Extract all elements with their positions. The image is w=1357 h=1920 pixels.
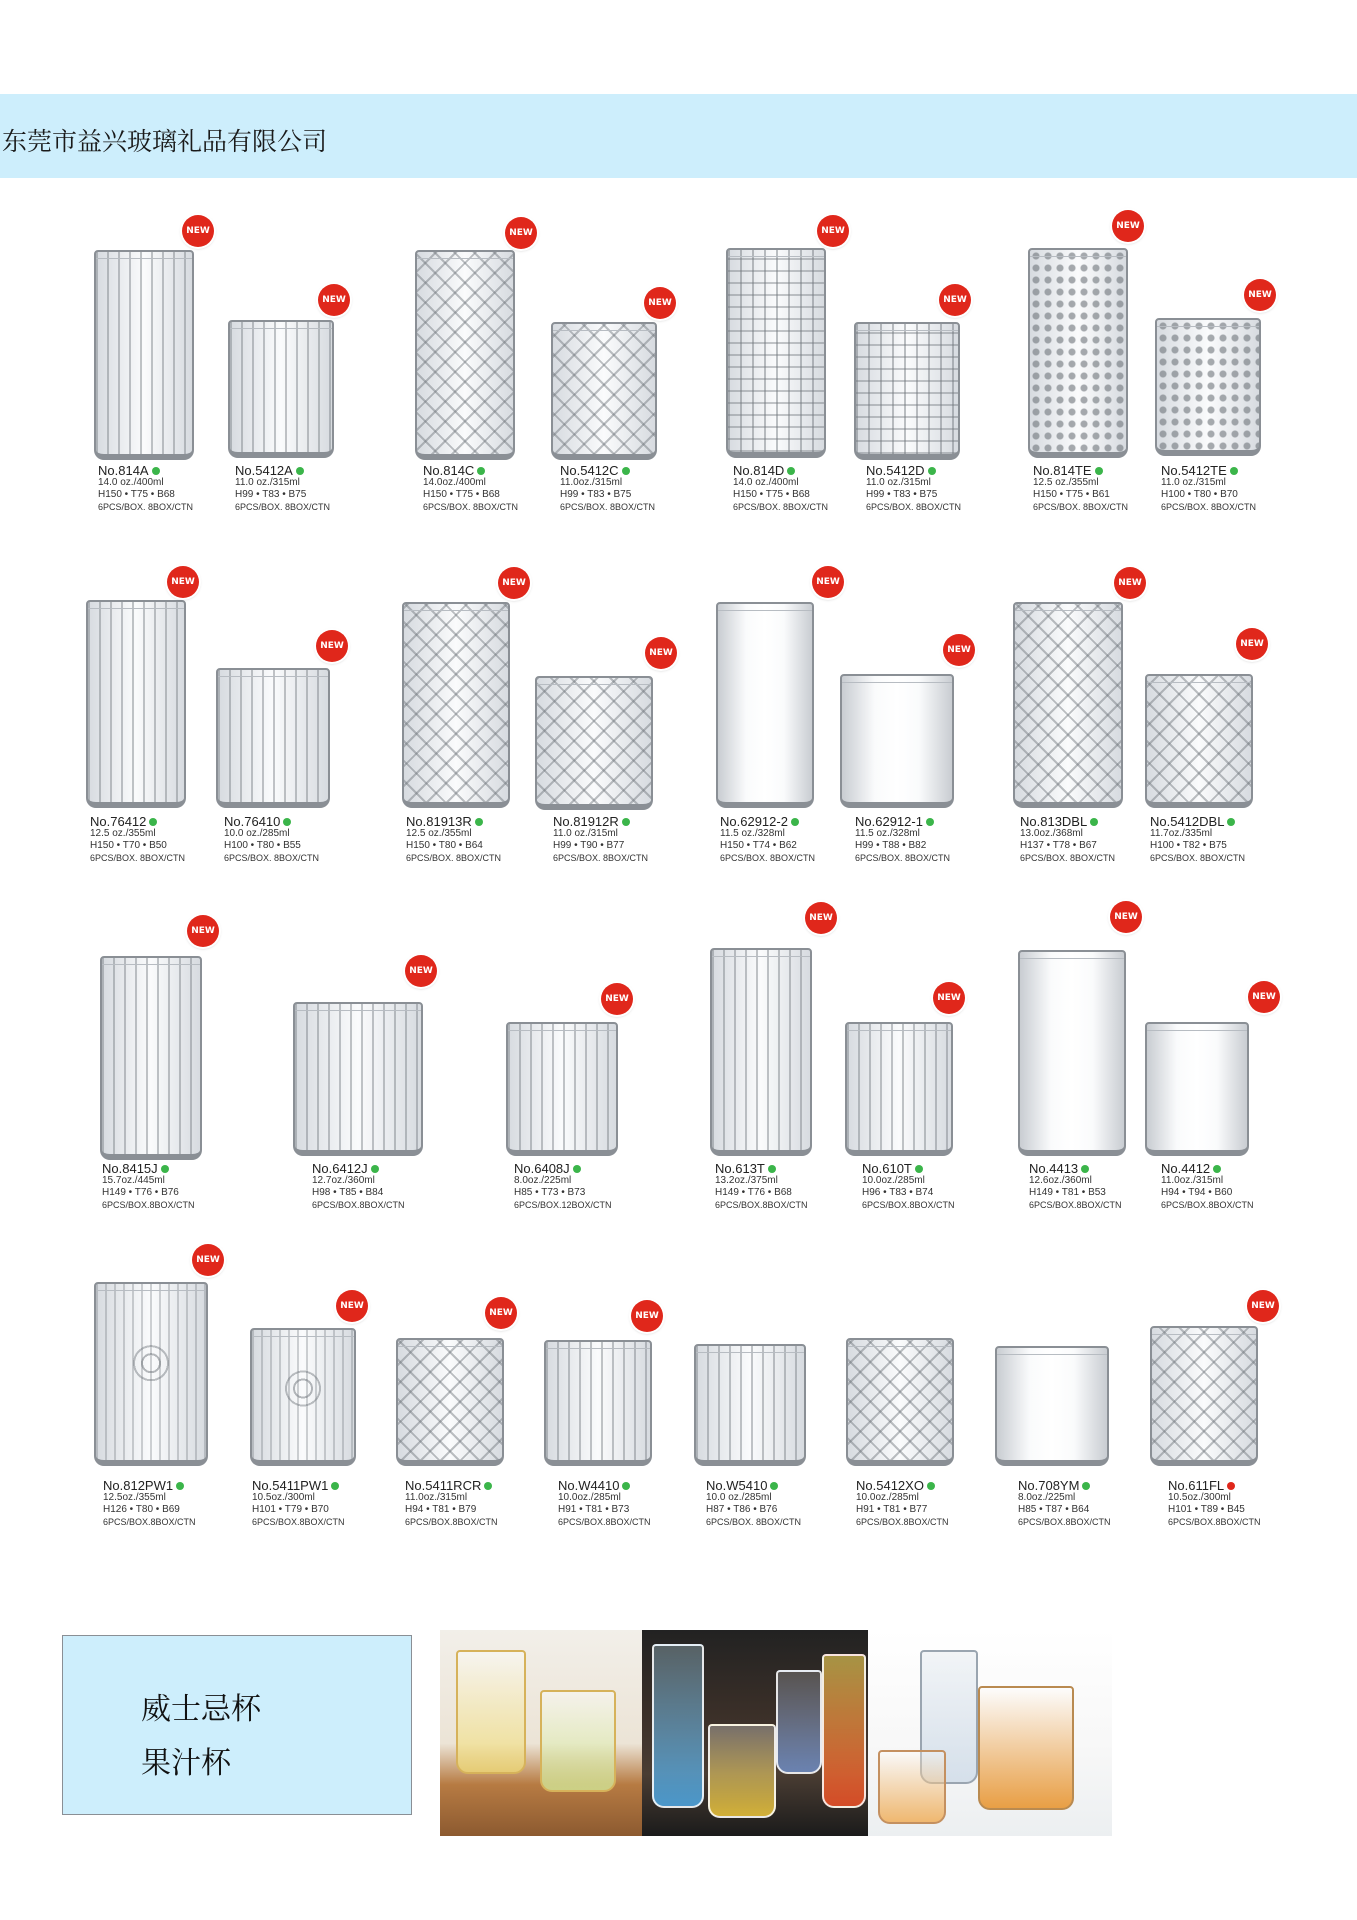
glass-image xyxy=(710,948,812,1156)
product-code: No.814A xyxy=(98,465,248,477)
product-info xyxy=(235,465,385,513)
product-packing: 6PCS/BOX. 8BOX/CTN xyxy=(1150,853,1246,863)
status-dot-icon xyxy=(768,1165,776,1173)
product-info xyxy=(405,1480,555,1528)
glass-image xyxy=(726,248,826,458)
product-info xyxy=(706,1480,856,1528)
glass-image xyxy=(1155,318,1261,456)
new-badge: NEW xyxy=(498,567,530,599)
new-badge: NEW xyxy=(336,1290,368,1322)
product-dimensions: H101 • T79 • B70 xyxy=(252,1504,329,1515)
product-info xyxy=(733,465,883,513)
status-dot-icon xyxy=(791,818,799,826)
product-packing: 6PCS/BOX. 8BOX/CTN xyxy=(406,853,502,863)
glass-image xyxy=(506,1022,618,1156)
product-info xyxy=(560,465,710,513)
product-info xyxy=(1020,816,1170,864)
glass-image xyxy=(216,668,330,808)
glass-image xyxy=(551,322,657,460)
status-dot-icon xyxy=(149,818,157,826)
glass-image xyxy=(995,1346,1109,1466)
product-code: No.4412 xyxy=(1161,1163,1311,1175)
product-packing: 6PCS/BOX.8BOX/CTN xyxy=(558,1517,651,1527)
product-packing: 6PCS/BOX. 8BOX/CTN xyxy=(90,853,186,863)
new-badge: NEW xyxy=(939,284,971,316)
product-packing: 6PCS/BOX. 8BOX/CTN xyxy=(733,502,829,512)
product-info xyxy=(866,465,1016,513)
status-dot-icon xyxy=(161,1165,169,1173)
glass-image xyxy=(854,322,960,460)
glass-image xyxy=(94,1282,208,1466)
status-dot-icon xyxy=(477,467,485,475)
product-packing: 6PCS/BOX.8BOX/CTN xyxy=(1018,1517,1111,1527)
product-capacity: 12.5 oz./355ml xyxy=(1033,477,1099,488)
product-code: No.5412XO xyxy=(856,1480,1006,1492)
status-dot-icon xyxy=(622,467,630,475)
product-capacity: 14.0 oz./400ml xyxy=(733,477,799,488)
product-code: No.81913R xyxy=(406,816,556,828)
new-badge: NEW xyxy=(1244,279,1276,311)
product-packing: 6PCS/BOX. 8BOX/CTN xyxy=(720,853,816,863)
glass-image xyxy=(402,602,510,808)
status-dot-icon xyxy=(1213,1165,1221,1173)
product-capacity: 11.0 oz./315ml xyxy=(235,477,300,488)
status-dot-icon xyxy=(1081,1165,1089,1173)
product-capacity: 11.0 oz./315ml xyxy=(553,828,618,839)
glass-image xyxy=(396,1338,504,1466)
status-dot-icon xyxy=(296,467,304,475)
status-dot-icon xyxy=(770,1482,778,1490)
product-code: No.814TE xyxy=(1033,465,1183,477)
product-code: No.5412A xyxy=(235,465,385,477)
status-dot-icon xyxy=(176,1482,184,1490)
product-packing: 6PCS/BOX.8BOX/CTN xyxy=(252,1517,345,1527)
new-badge: NEW xyxy=(644,287,676,319)
new-badge: NEW xyxy=(943,634,975,666)
product-code: No.812PW1 xyxy=(103,1480,253,1492)
product-info xyxy=(558,1480,708,1528)
product-code: No.76412 xyxy=(90,816,240,828)
product-code: No.814D xyxy=(733,465,883,477)
new-badge: NEW xyxy=(167,566,199,598)
product-packing: 6PCS/BOX.12BOX/CTN xyxy=(514,1200,612,1210)
glass-image xyxy=(846,1338,954,1466)
product-capacity: 13.2oz./375ml xyxy=(715,1175,778,1186)
new-badge: NEW xyxy=(812,566,844,598)
glass-image xyxy=(845,1022,953,1156)
new-badge: NEW xyxy=(805,902,837,934)
product-code: No.813DBL xyxy=(1020,816,1170,828)
product-info xyxy=(1161,465,1311,513)
product-dimensions: H126 • T80 • B69 xyxy=(103,1504,180,1515)
status-dot-icon xyxy=(371,1165,379,1173)
glass-image xyxy=(716,602,814,808)
product-capacity: 14.0oz./400ml xyxy=(423,477,486,488)
status-dot-icon xyxy=(915,1165,923,1173)
product-capacity: 11.0oz./315ml xyxy=(405,1492,468,1503)
product-capacity: 8.0oz./225ml xyxy=(1018,1492,1076,1503)
product-info xyxy=(720,816,870,864)
new-badge: NEW xyxy=(601,983,633,1015)
product-code: No.708YM xyxy=(1018,1480,1168,1492)
product-dimensions: H99 • T88 • B82 xyxy=(855,840,927,851)
glass-image xyxy=(535,676,653,810)
status-dot-icon xyxy=(622,1482,630,1490)
glass-image xyxy=(100,956,202,1160)
product-capacity: 11.0 oz./315ml xyxy=(866,477,931,488)
product-packing: 6PCS/BOX.8BOX/CTN xyxy=(405,1517,498,1527)
product-code: No.4413 xyxy=(1029,1163,1179,1175)
glass-image xyxy=(415,250,515,460)
status-dot-icon xyxy=(475,818,483,826)
product-dimensions: H150 • T75 • B68 xyxy=(98,489,175,500)
product-packing: 6PCS/BOX. 8BOX/CTN xyxy=(855,853,951,863)
status-dot-icon xyxy=(1082,1482,1090,1490)
lifestyle-photo-whisky xyxy=(868,1630,1112,1836)
category-whisky: 威士忌杯 xyxy=(141,1692,261,1727)
new-badge: NEW xyxy=(318,284,350,316)
product-packing: 6PCS/BOX. 8BOX/CTN xyxy=(1020,853,1116,863)
glass-image xyxy=(293,1002,423,1156)
new-badge: NEW xyxy=(187,915,219,947)
product-capacity: 11.0oz./315ml xyxy=(560,477,623,488)
product-packing: 6PCS/BOX. 8BOX/CTN xyxy=(224,853,320,863)
product-dimensions: H98 • T85 • B84 xyxy=(312,1187,384,1198)
product-code: No.62912-2 xyxy=(720,816,870,828)
product-info xyxy=(90,816,240,864)
product-dimensions: H100 • T82 • B75 xyxy=(1150,840,1227,851)
glass-image xyxy=(1028,248,1128,458)
product-packing: 6PCS/BOX.8BOX/CTN xyxy=(1168,1517,1261,1527)
product-capacity: 10.0oz./285ml xyxy=(862,1175,925,1186)
product-info xyxy=(103,1480,253,1528)
glass-image xyxy=(86,600,186,808)
product-code: No.76410 xyxy=(224,816,374,828)
product-code: No.5412C xyxy=(560,465,710,477)
glass-image xyxy=(228,320,334,458)
status-dot-icon xyxy=(622,818,630,826)
product-dimensions: H150 • T80 • B64 xyxy=(406,840,483,851)
new-badge: NEW xyxy=(192,1244,224,1276)
product-capacity: 12.5 oz./355ml xyxy=(406,828,472,839)
product-capacity: 10.5oz./300ml xyxy=(252,1492,315,1503)
product-dimensions: H91 • T81 • B77 xyxy=(856,1504,928,1515)
product-dimensions: H150 • T75 • B61 xyxy=(1033,489,1110,500)
product-code: No.W5410 xyxy=(706,1480,856,1492)
status-dot-icon xyxy=(928,467,936,475)
product-dimensions: H99 • T90 • B77 xyxy=(553,840,625,851)
product-info xyxy=(224,816,374,864)
product-packing: 6PCS/BOX. 8BOX/CTN xyxy=(235,502,331,512)
status-dot-icon xyxy=(787,467,795,475)
product-code: No.613T xyxy=(715,1163,865,1175)
product-code: No.6408J xyxy=(514,1163,664,1175)
status-dot-icon xyxy=(1095,467,1103,475)
new-badge: NEW xyxy=(631,1300,663,1332)
status-dot-icon xyxy=(484,1482,492,1490)
product-packing: 6PCS/BOX.8BOX/CTN xyxy=(856,1517,949,1527)
product-packing: 6PCS/BOX. 8BOX/CTN xyxy=(1161,502,1257,512)
new-badge: NEW xyxy=(1236,628,1268,660)
product-dimensions: H150 • T75 • B68 xyxy=(423,489,500,500)
product-dimensions: H94 • T81 • B79 xyxy=(405,1504,477,1515)
product-capacity: 10.0 oz./285ml xyxy=(224,828,290,839)
product-code: No.6412J xyxy=(312,1163,462,1175)
glass-image xyxy=(1150,1326,1258,1466)
product-code: No.8415J xyxy=(102,1163,252,1175)
status-dot-icon xyxy=(1230,467,1238,475)
new-badge: NEW xyxy=(485,1297,517,1329)
product-packing: 6PCS/BOX. 8BOX/CTN xyxy=(560,502,656,512)
product-info xyxy=(1168,1480,1318,1528)
new-badge: NEW xyxy=(182,215,214,247)
status-dot-icon xyxy=(927,1482,935,1490)
status-dot-icon xyxy=(573,1165,581,1173)
product-capacity: 11.0oz./315ml xyxy=(1161,1175,1224,1186)
product-capacity: 10.5oz./300ml xyxy=(1168,1492,1231,1503)
product-dimensions: H100 • T80 • B70 xyxy=(1161,489,1238,500)
product-dimensions: H150 • T75 • B68 xyxy=(733,489,810,500)
product-code: No.W4410 xyxy=(558,1480,708,1492)
category-label-box xyxy=(62,1635,412,1815)
new-badge: NEW xyxy=(505,217,537,249)
product-code: No.62912-1 xyxy=(855,816,1005,828)
product-info xyxy=(1029,1163,1179,1211)
product-dimensions: H85 • T87 • B64 xyxy=(1018,1504,1090,1515)
product-code: No.81912R xyxy=(553,816,703,828)
product-packing: 6PCS/BOX.8BOX/CTN xyxy=(1029,1200,1122,1210)
new-badge: NEW xyxy=(817,215,849,247)
header-banner xyxy=(0,94,1357,178)
product-code: No.610T xyxy=(862,1163,1012,1175)
product-info xyxy=(514,1163,664,1211)
product-dimensions: H150 • T74 • B62 xyxy=(720,840,797,851)
new-badge: NEW xyxy=(645,637,677,669)
product-packing: 6PCS/BOX. 8BOX/CTN xyxy=(98,502,194,512)
product-code: No.5412D xyxy=(866,465,1016,477)
product-code: No.5411PW1 xyxy=(252,1480,402,1492)
glass-image xyxy=(1018,950,1126,1156)
product-info xyxy=(312,1163,462,1211)
product-capacity: 11.5 oz./328ml xyxy=(720,828,785,839)
product-packing: 6PCS/BOX.8BOX/CTN xyxy=(862,1200,955,1210)
product-code: No.814C xyxy=(423,465,573,477)
product-info xyxy=(856,1480,1006,1528)
status-dot-icon xyxy=(152,467,160,475)
glass-image xyxy=(840,674,954,808)
company-name: 东莞市益兴玻璃礼品有限公司 xyxy=(2,127,328,156)
new-badge: NEW xyxy=(1114,567,1146,599)
product-info xyxy=(102,1163,252,1211)
glass-image xyxy=(1145,1022,1249,1156)
product-dimensions: H96 • T83 • B74 xyxy=(862,1187,934,1198)
product-capacity: 8.0oz./225ml xyxy=(514,1175,572,1186)
product-capacity: 11.7oz./335ml xyxy=(1150,828,1213,839)
product-capacity: 11.5 oz./328ml xyxy=(855,828,920,839)
product-dimensions: H94 • T94 • B60 xyxy=(1161,1187,1233,1198)
new-badge: NEW xyxy=(933,982,965,1014)
product-info xyxy=(252,1480,402,1528)
product-capacity: 15.7oz./445ml xyxy=(102,1175,165,1186)
product-info xyxy=(1161,1163,1311,1211)
product-dimensions: H149 • T76 • B68 xyxy=(715,1187,792,1198)
product-capacity: 11.0 oz./315ml xyxy=(1161,477,1226,488)
product-info xyxy=(406,816,556,864)
status-dot-icon xyxy=(1227,818,1235,826)
product-dimensions: H99 • T83 • B75 xyxy=(235,489,307,500)
new-badge: NEW xyxy=(1112,210,1144,242)
status-dot-icon xyxy=(1227,1482,1235,1490)
new-badge: NEW xyxy=(1247,1290,1279,1322)
product-dimensions: H137 • T78 • B67 xyxy=(1020,840,1097,851)
product-packing: 6PCS/BOX. 8BOX/CTN xyxy=(866,502,962,512)
product-info xyxy=(855,816,1005,864)
glass-image xyxy=(94,250,194,460)
lifestyle-photo-drinks xyxy=(440,1630,642,1836)
product-code: No.5412DBL xyxy=(1150,816,1300,828)
product-info xyxy=(862,1163,1012,1211)
status-dot-icon xyxy=(926,818,934,826)
product-info xyxy=(553,816,703,864)
glass-image xyxy=(1145,674,1253,808)
lifestyle-photo-juice xyxy=(642,1630,868,1836)
product-capacity: 10.0 oz./285ml xyxy=(706,1492,772,1503)
product-code: No.5412TE xyxy=(1161,465,1311,477)
product-dimensions: H85 • T73 • B73 xyxy=(514,1187,586,1198)
product-packing: 6PCS/BOX.8BOX/CTN xyxy=(312,1200,405,1210)
glass-image xyxy=(250,1328,356,1466)
product-dimensions: H87 • T86 • B76 xyxy=(706,1504,778,1515)
glass-image xyxy=(544,1340,652,1466)
product-capacity: 12.5oz./355ml xyxy=(103,1492,166,1503)
product-dimensions: H149 • T81 • B53 xyxy=(1029,1187,1106,1198)
product-packing: 6PCS/BOX.8BOX/CTN xyxy=(103,1517,196,1527)
product-packing: 6PCS/BOX. 8BOX/CTN xyxy=(553,853,649,863)
product-info xyxy=(1150,816,1300,864)
product-dimensions: H99 • T83 • B75 xyxy=(560,489,632,500)
product-capacity: 14.0 oz./400ml xyxy=(98,477,164,488)
product-packing: 6PCS/BOX. 8BOX/CTN xyxy=(1033,502,1129,512)
product-packing: 6PCS/BOX. 8BOX/CTN xyxy=(423,502,519,512)
new-badge: NEW xyxy=(1110,901,1142,933)
product-packing: 6PCS/BOX.8BOX/CTN xyxy=(715,1200,808,1210)
product-dimensions: H150 • T70 • B50 xyxy=(90,840,167,851)
product-packing: 6PCS/BOX.8BOX/CTN xyxy=(1161,1200,1254,1210)
product-info xyxy=(423,465,573,513)
product-dimensions: H101 • T89 • B45 xyxy=(1168,1504,1245,1515)
product-capacity: 12.6oz./360ml xyxy=(1029,1175,1092,1186)
product-capacity: 10.0oz./285ml xyxy=(558,1492,621,1503)
product-info xyxy=(715,1163,865,1211)
product-capacity: 12.7oz./360ml xyxy=(312,1175,375,1186)
glass-image xyxy=(694,1344,806,1466)
product-dimensions: H100 • T80 • B55 xyxy=(224,840,301,851)
category-juice: 果汁杯 xyxy=(141,1746,231,1781)
product-dimensions: H91 • T81 • B73 xyxy=(558,1504,630,1515)
product-dimensions: H99 • T83 • B75 xyxy=(866,489,938,500)
product-capacity: 13.0oz./368ml xyxy=(1020,828,1083,839)
product-code: No.5411RCR xyxy=(405,1480,555,1492)
product-info xyxy=(98,465,248,513)
new-badge: NEW xyxy=(1248,981,1280,1013)
status-dot-icon xyxy=(331,1482,339,1490)
product-info xyxy=(1018,1480,1168,1528)
product-capacity: 12.5 oz./355ml xyxy=(90,828,156,839)
new-badge: NEW xyxy=(405,955,437,987)
status-dot-icon xyxy=(1090,818,1098,826)
product-code: No.611FL xyxy=(1168,1480,1318,1492)
glass-image xyxy=(1013,602,1123,808)
product-packing: 6PCS/BOX.8BOX/CTN xyxy=(102,1200,195,1210)
product-dimensions: H149 • T76 • B76 xyxy=(102,1187,179,1198)
product-capacity: 10.0oz./285ml xyxy=(856,1492,919,1503)
new-badge: NEW xyxy=(316,630,348,662)
status-dot-icon xyxy=(283,818,291,826)
product-packing: 6PCS/BOX. 8BOX/CTN xyxy=(706,1517,802,1527)
